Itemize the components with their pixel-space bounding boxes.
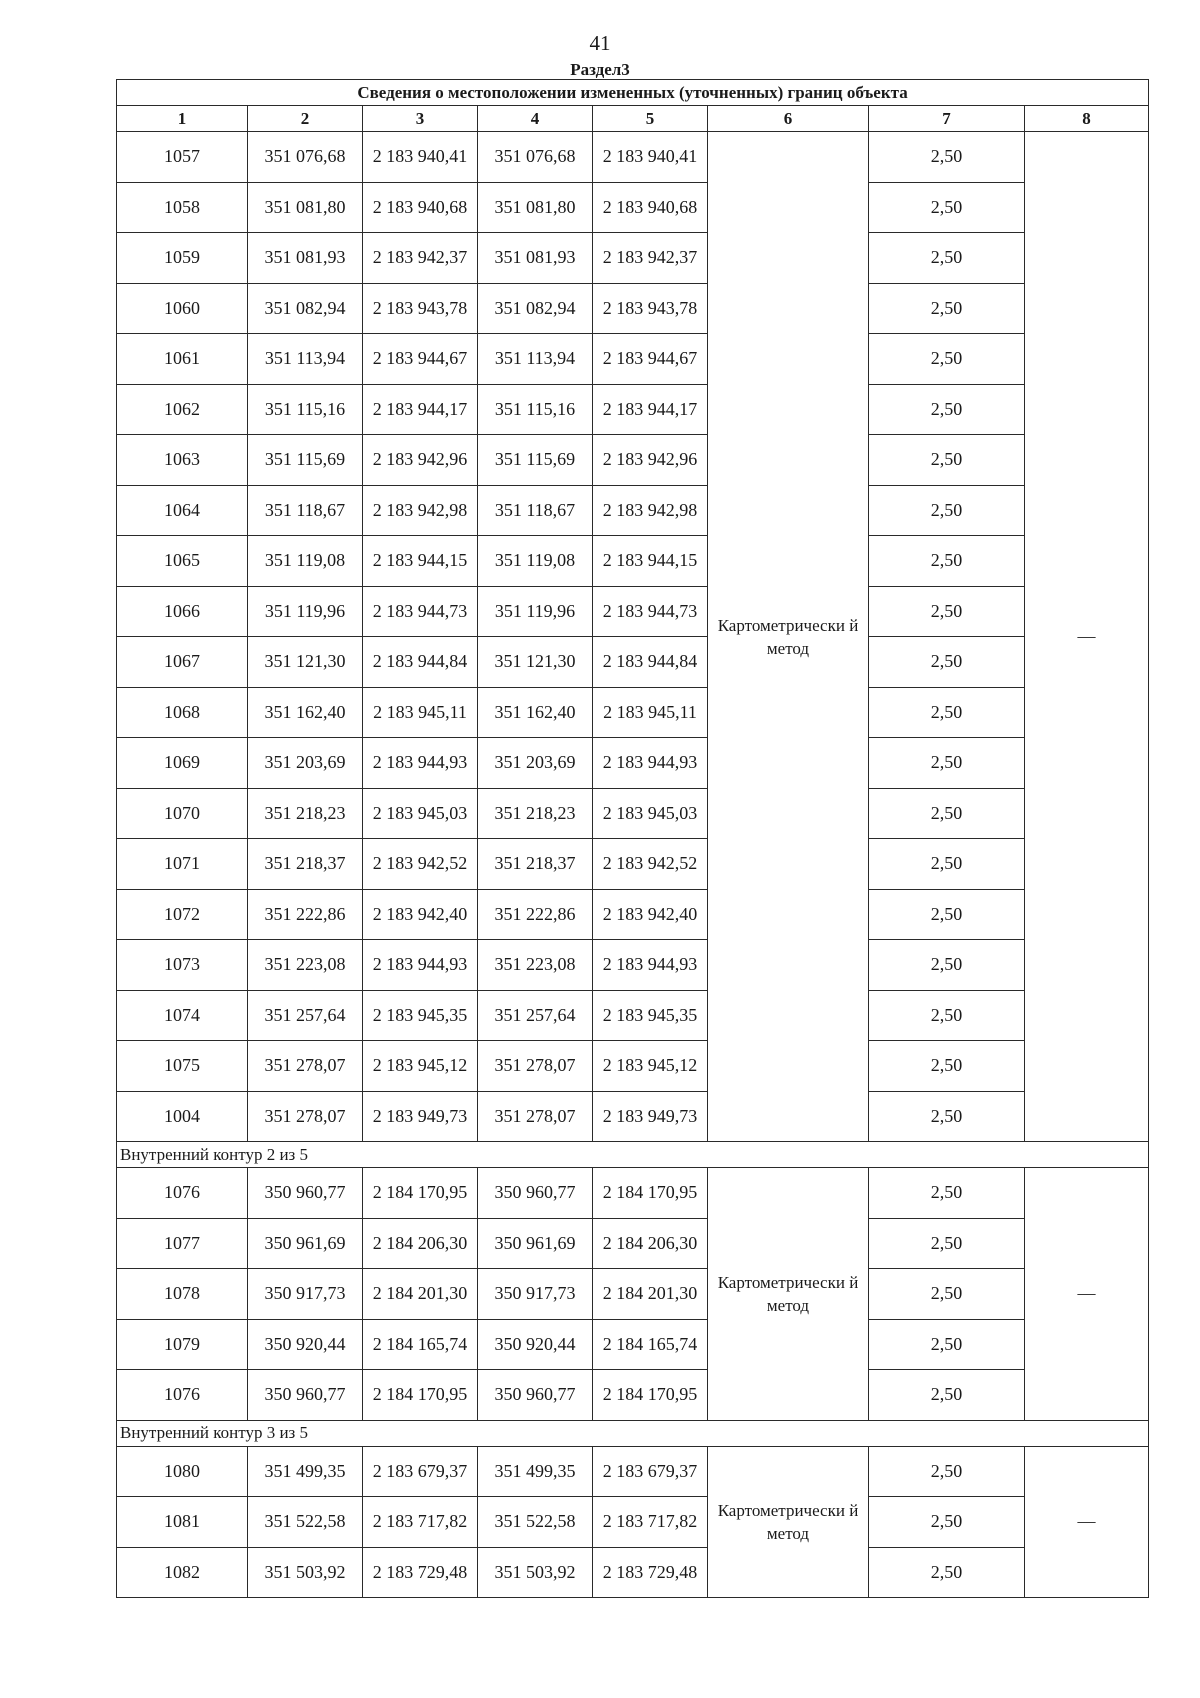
table-row (117, 990, 1149, 1041)
x-new-cell: 350 961,69 (478, 1218, 593, 1269)
x-new-cell: 351 118,67 (478, 485, 593, 536)
y-new-cell: 2 183 949,73 (593, 1091, 708, 1142)
table-row (117, 586, 1149, 637)
y-existing-cell: 2 183 945,12 (363, 1041, 478, 1092)
y-new-cell: 2 183 944,93 (593, 738, 708, 789)
table-row (117, 132, 1149, 183)
column-header: 1 (117, 106, 248, 132)
table-row (117, 1168, 1149, 1219)
table-row (117, 1269, 1149, 1320)
point-number-cell: 1075 (117, 1041, 248, 1092)
point-number-cell: 1063 (117, 435, 248, 486)
x-new-cell: 351 082,94 (478, 283, 593, 334)
column-header: 6 (708, 106, 869, 132)
x-new-cell: 351 076,68 (478, 132, 593, 183)
accuracy-cell: 2,50 (869, 233, 1025, 284)
accuracy-cell: 2,50 (869, 738, 1025, 789)
x-new-cell: 351 278,07 (478, 1041, 593, 1092)
accuracy-cell: 2,50 (869, 839, 1025, 890)
y-existing-cell: 2 183 942,37 (363, 233, 478, 284)
column-header: 7 (869, 106, 1025, 132)
boundary-coordinates-table (116, 79, 1149, 1598)
table-row (117, 182, 1149, 233)
column-8-cell: — (1025, 1168, 1149, 1421)
accuracy-cell: 2,50 (869, 283, 1025, 334)
table-row (117, 1319, 1149, 1370)
x-existing-cell: 351 121,30 (248, 637, 363, 688)
point-number-cell: 1074 (117, 990, 248, 1041)
point-number-cell: 1064 (117, 485, 248, 536)
x-new-cell: 351 499,35 (478, 1446, 593, 1497)
accuracy-cell: 2,50 (869, 687, 1025, 738)
column-header-row (117, 106, 1149, 132)
table-row (117, 1547, 1149, 1598)
accuracy-cell: 2,50 (869, 1041, 1025, 1092)
y-existing-cell: 2 183 944,73 (363, 586, 478, 637)
accuracy-cell: 2,50 (869, 132, 1025, 183)
table-row (117, 637, 1149, 688)
y-existing-cell: 2 183 944,15 (363, 536, 478, 587)
y-existing-cell: 2 183 940,68 (363, 182, 478, 233)
y-existing-cell: 2 184 170,95 (363, 1370, 478, 1421)
x-new-cell: 351 113,94 (478, 334, 593, 385)
point-number-cell: 1065 (117, 536, 248, 587)
x-existing-cell: 351 522,58 (248, 1497, 363, 1548)
table-row (117, 687, 1149, 738)
accuracy-cell: 2,50 (869, 788, 1025, 839)
y-new-cell: 2 183 942,96 (593, 435, 708, 486)
y-existing-cell: 2 183 729,48 (363, 1547, 478, 1598)
table-row (117, 788, 1149, 839)
y-new-cell: 2 183 944,15 (593, 536, 708, 587)
x-existing-cell: 350 960,77 (248, 1370, 363, 1421)
table-body (117, 132, 1149, 1598)
y-new-cell: 2 183 944,73 (593, 586, 708, 637)
x-new-cell: 351 115,69 (478, 435, 593, 486)
contour-header-row (117, 1420, 1149, 1446)
x-new-cell: 351 222,86 (478, 889, 593, 940)
table-row (117, 536, 1149, 587)
point-number-cell: 1078 (117, 1269, 248, 1320)
table-row (117, 738, 1149, 789)
contour-label: Внутренний контур 2 из 5 (117, 1142, 1149, 1168)
accuracy-cell: 2,50 (869, 1168, 1025, 1219)
y-new-cell: 2 183 944,93 (593, 940, 708, 991)
x-existing-cell: 351 113,94 (248, 334, 363, 385)
x-existing-cell: 351 218,23 (248, 788, 363, 839)
point-number-cell: 1069 (117, 738, 248, 789)
x-existing-cell: 350 960,77 (248, 1168, 363, 1219)
point-number-cell: 1081 (117, 1497, 248, 1548)
x-new-cell: 351 223,08 (478, 940, 593, 991)
y-existing-cell: 2 184 206,30 (363, 1218, 478, 1269)
accuracy-cell: 2,50 (869, 1446, 1025, 1497)
accuracy-cell: 2,50 (869, 384, 1025, 435)
x-new-cell: 350 960,77 (478, 1168, 593, 1219)
x-existing-cell: 351 115,16 (248, 384, 363, 435)
x-new-cell: 351 203,69 (478, 738, 593, 789)
x-new-cell: 351 218,37 (478, 839, 593, 890)
x-existing-cell: 351 162,40 (248, 687, 363, 738)
table-row (117, 384, 1149, 435)
y-existing-cell: 2 183 945,11 (363, 687, 478, 738)
point-number-cell: 1068 (117, 687, 248, 738)
accuracy-cell: 2,50 (869, 485, 1025, 536)
point-number-cell: 1062 (117, 384, 248, 435)
y-new-cell: 2 183 940,68 (593, 182, 708, 233)
accuracy-cell: 2,50 (869, 536, 1025, 587)
point-number-cell: 1071 (117, 839, 248, 890)
x-existing-cell: 350 917,73 (248, 1269, 363, 1320)
x-existing-cell: 350 920,44 (248, 1319, 363, 1370)
x-new-cell: 351 081,80 (478, 182, 593, 233)
point-number-cell: 1059 (117, 233, 248, 284)
point-number-cell: 1058 (117, 182, 248, 233)
x-existing-cell: 351 119,08 (248, 536, 363, 587)
x-existing-cell: 351 223,08 (248, 940, 363, 991)
x-existing-cell: 351 118,67 (248, 485, 363, 536)
y-new-cell: 2 183 945,35 (593, 990, 708, 1041)
y-existing-cell: 2 183 940,41 (363, 132, 478, 183)
x-new-cell: 350 960,77 (478, 1370, 593, 1421)
method-cell: Картометрически й метод (708, 1168, 869, 1421)
point-number-cell: 1070 (117, 788, 248, 839)
point-number-cell: 1076 (117, 1370, 248, 1421)
y-existing-cell: 2 184 201,30 (363, 1269, 478, 1320)
y-existing-cell: 2 183 942,52 (363, 839, 478, 890)
y-new-cell: 2 183 717,82 (593, 1497, 708, 1548)
x-new-cell: 351 503,92 (478, 1547, 593, 1598)
table-row (117, 233, 1149, 284)
y-new-cell: 2 183 940,41 (593, 132, 708, 183)
point-number-cell: 1004 (117, 1091, 248, 1142)
y-new-cell: 2 183 942,37 (593, 233, 708, 284)
accuracy-cell: 2,50 (869, 1497, 1025, 1548)
y-existing-cell: 2 183 944,17 (363, 384, 478, 435)
x-new-cell: 351 162,40 (478, 687, 593, 738)
y-existing-cell: 2 183 942,98 (363, 485, 478, 536)
y-existing-cell: 2 183 717,82 (363, 1497, 478, 1548)
point-number-cell: 1076 (117, 1168, 248, 1219)
point-number-cell: 1079 (117, 1319, 248, 1370)
x-existing-cell: 351 278,07 (248, 1091, 363, 1142)
table-row (117, 839, 1149, 890)
y-new-cell: 2 183 945,12 (593, 1041, 708, 1092)
y-existing-cell: 2 183 944,93 (363, 940, 478, 991)
y-new-cell: 2 183 942,98 (593, 485, 708, 536)
y-new-cell: 2 183 942,52 (593, 839, 708, 890)
accuracy-cell: 2,50 (869, 182, 1025, 233)
point-number-cell: 1073 (117, 940, 248, 991)
x-existing-cell: 351 499,35 (248, 1446, 363, 1497)
point-number-cell: 1060 (117, 283, 248, 334)
column-header: 2 (248, 106, 363, 132)
x-existing-cell: 351 257,64 (248, 990, 363, 1041)
y-existing-cell: 2 183 949,73 (363, 1091, 478, 1142)
x-existing-cell: 350 961,69 (248, 1218, 363, 1269)
x-new-cell: 351 218,23 (478, 788, 593, 839)
y-new-cell: 2 183 944,84 (593, 637, 708, 688)
x-new-cell: 351 115,16 (478, 384, 593, 435)
x-existing-cell: 351 119,96 (248, 586, 363, 637)
x-existing-cell: 351 081,93 (248, 233, 363, 284)
y-existing-cell: 2 183 942,40 (363, 889, 478, 940)
contour-label: Внутренний контур 3 из 5 (117, 1420, 1149, 1446)
column-8-cell: — (1025, 132, 1149, 1142)
y-existing-cell: 2 183 942,96 (363, 435, 478, 486)
x-existing-cell: 351 115,69 (248, 435, 363, 486)
accuracy-cell: 2,50 (869, 1218, 1025, 1269)
x-existing-cell: 351 218,37 (248, 839, 363, 890)
y-existing-cell: 2 183 943,78 (363, 283, 478, 334)
contour-header-row (117, 1142, 1149, 1168)
point-number-cell: 1057 (117, 132, 248, 183)
method-cell: Картометрически й метод (708, 1446, 869, 1598)
x-new-cell: 350 920,44 (478, 1319, 593, 1370)
table-row (117, 1446, 1149, 1497)
accuracy-cell: 2,50 (869, 1091, 1025, 1142)
page-number: 41 (589, 31, 611, 55)
x-existing-cell: 351 076,68 (248, 132, 363, 183)
y-new-cell: 2 184 170,95 (593, 1370, 708, 1421)
accuracy-cell: 2,50 (869, 940, 1025, 991)
x-new-cell: 351 081,93 (478, 233, 593, 284)
accuracy-cell: 2,50 (869, 1370, 1025, 1421)
accuracy-cell: 2,50 (869, 334, 1025, 385)
y-existing-cell: 2 183 944,84 (363, 637, 478, 688)
point-number-cell: 1061 (117, 334, 248, 385)
accuracy-cell: 2,50 (869, 889, 1025, 940)
y-existing-cell: 2 183 945,03 (363, 788, 478, 839)
x-new-cell: 351 257,64 (478, 990, 593, 1041)
accuracy-cell: 2,50 (869, 1319, 1025, 1370)
y-new-cell: 2 184 170,95 (593, 1168, 708, 1219)
x-new-cell: 350 917,73 (478, 1269, 593, 1320)
point-number-cell: 1082 (117, 1547, 248, 1598)
accuracy-cell: 2,50 (869, 586, 1025, 637)
y-existing-cell: 2 183 944,93 (363, 738, 478, 789)
x-new-cell: 351 278,07 (478, 1091, 593, 1142)
y-existing-cell: 2 184 170,95 (363, 1168, 478, 1219)
accuracy-cell: 2,50 (869, 1269, 1025, 1320)
y-existing-cell: 2 184 165,74 (363, 1319, 478, 1370)
x-new-cell: 351 119,96 (478, 586, 593, 637)
y-new-cell: 2 184 201,30 (593, 1269, 708, 1320)
accuracy-cell: 2,50 (869, 990, 1025, 1041)
y-new-cell: 2 184 165,74 (593, 1319, 708, 1370)
column-header: 5 (593, 106, 708, 132)
table-row (117, 1370, 1149, 1421)
point-number-cell: 1067 (117, 637, 248, 688)
y-new-cell: 2 184 206,30 (593, 1218, 708, 1269)
y-new-cell: 2 183 679,37 (593, 1446, 708, 1497)
accuracy-cell: 2,50 (869, 435, 1025, 486)
table-row (117, 1091, 1149, 1142)
table-row (117, 1218, 1149, 1269)
x-existing-cell: 351 081,80 (248, 182, 363, 233)
x-existing-cell: 351 222,86 (248, 889, 363, 940)
method-cell: Картометрически й метод (708, 132, 869, 1142)
x-existing-cell: 351 503,92 (248, 1547, 363, 1598)
y-new-cell: 2 183 942,40 (593, 889, 708, 940)
column-header: 4 (478, 106, 593, 132)
table-row (117, 485, 1149, 536)
y-existing-cell: 2 183 945,35 (363, 990, 478, 1041)
table-row (117, 889, 1149, 940)
y-new-cell: 2 183 945,11 (593, 687, 708, 738)
point-number-cell: 1080 (117, 1446, 248, 1497)
column-8-cell: — (1025, 1446, 1149, 1598)
table-row (117, 283, 1149, 334)
y-new-cell: 2 183 944,17 (593, 384, 708, 435)
x-existing-cell: 351 278,07 (248, 1041, 363, 1092)
column-header: 3 (363, 106, 478, 132)
y-new-cell: 2 183 945,03 (593, 788, 708, 839)
table-row (117, 940, 1149, 991)
accuracy-cell: 2,50 (869, 637, 1025, 688)
x-existing-cell: 351 203,69 (248, 738, 363, 789)
table-row (117, 334, 1149, 385)
table-caption: Сведения о местоположении измененных (уточненных) границ объекта (117, 80, 1149, 106)
x-existing-cell: 351 082,94 (248, 283, 363, 334)
section-label: Раздел3 (570, 60, 630, 79)
x-new-cell: 351 121,30 (478, 637, 593, 688)
accuracy-cell: 2,50 (869, 1547, 1025, 1598)
table-row (117, 1497, 1149, 1548)
column-header: 8 (1025, 106, 1149, 132)
table-row (117, 435, 1149, 486)
y-new-cell: 2 183 944,67 (593, 334, 708, 385)
point-number-cell: 1066 (117, 586, 248, 637)
y-new-cell: 2 183 943,78 (593, 283, 708, 334)
y-existing-cell: 2 183 944,67 (363, 334, 478, 385)
point-number-cell: 1077 (117, 1218, 248, 1269)
y-new-cell: 2 183 729,48 (593, 1547, 708, 1598)
x-new-cell: 351 522,58 (478, 1497, 593, 1548)
table-row (117, 1041, 1149, 1092)
x-new-cell: 351 119,08 (478, 536, 593, 587)
point-number-cell: 1072 (117, 889, 248, 940)
y-existing-cell: 2 183 679,37 (363, 1446, 478, 1497)
